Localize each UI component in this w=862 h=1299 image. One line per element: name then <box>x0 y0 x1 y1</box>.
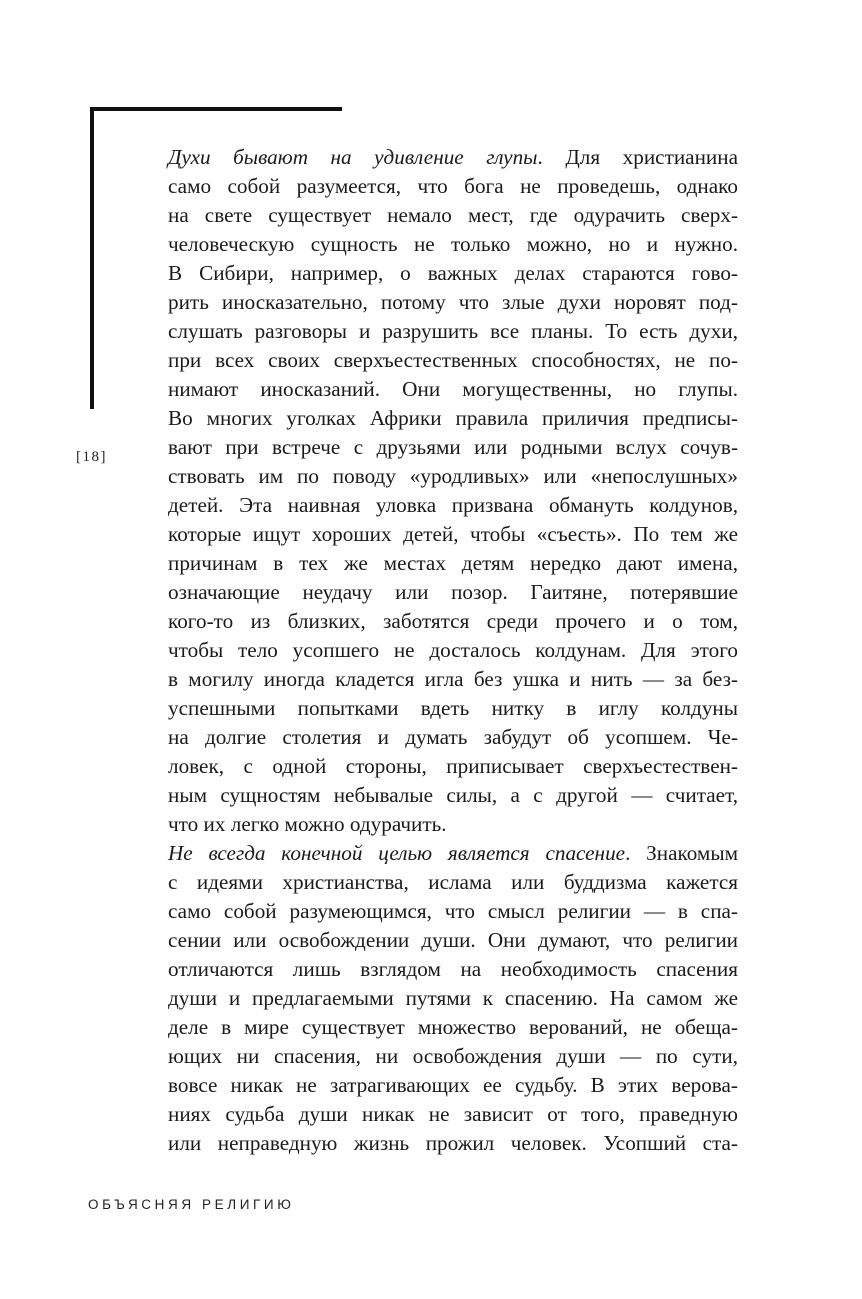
line-text: в могилу иногда кладется игла без ушка и нить — за без- <box>168 667 738 691</box>
italic-lead-phrase: Не всегда конечной целью является спасение <box>168 841 626 865</box>
line-text: деле в мире существует множество верований, не обеща- <box>168 1015 738 1039</box>
line-text: которые ищут хороших детей, чтобы «съесть». По тем же <box>168 522 738 546</box>
text-line <box>168 375 738 404</box>
text-line <box>168 926 738 955</box>
text-line <box>168 491 738 520</box>
line-text: вают при встрече с друзьями или родными вслух сочув- <box>168 435 738 459</box>
text-line <box>168 723 738 752</box>
text-line <box>168 259 738 288</box>
text-line <box>168 346 738 375</box>
line-text: при всех своих сверхъестественных способностях, не по- <box>168 348 738 372</box>
text-line <box>168 230 738 259</box>
line-text: вовсе никак не затрагивающих ее судьбу. В этих верова- <box>168 1073 738 1097</box>
line-text: ловек, с одной стороны, приписывает сверхъестествен- <box>168 754 738 778</box>
line-text: детей. Эта наивная уловка призвана обмануть колдунов, <box>168 493 738 517</box>
line-text: причинам в тех же местах детям нередко дают имена, <box>168 551 738 575</box>
line-text: на свете существует немало мест, где одурачить сверх- <box>168 203 738 227</box>
running-footer: ОБЪЯСНЯЯ РЕЛИГИЮ <box>88 1197 295 1212</box>
line-text: В Сибири, например, о важных делах стараются гово- <box>168 261 738 285</box>
text-line <box>168 143 738 172</box>
line-text: рить иносказательно, потому что злые духи норовят под- <box>168 290 738 314</box>
text-line <box>168 1129 738 1158</box>
text-line <box>168 288 738 317</box>
text-line <box>168 868 738 897</box>
line-text: успешными попытками вдеть нитку в иглу колдуны <box>168 696 738 720</box>
text-line <box>168 636 738 665</box>
text-line <box>168 694 738 723</box>
line-text: с идеями христианства, ислама или буддизма кажется <box>168 870 738 894</box>
text-line <box>168 607 738 636</box>
line-text: само собой разумеется, что бога не проведешь, однако <box>168 174 738 198</box>
line-text: нимают иносказаний. Они могущественны, но глупы. <box>168 377 738 401</box>
text-line <box>168 1100 738 1129</box>
text-line <box>168 984 738 1013</box>
text-line <box>168 317 738 346</box>
line-text: или неправедную жизнь прожил человек. Усопший ста- <box>168 1131 738 1155</box>
line-text: . Знакомым <box>625 841 738 865</box>
line-text: кого-то из близких, заботятся среди прочего и о том, <box>168 609 738 633</box>
line-text: ниях судьба души никак не зависит от того, праведную <box>168 1102 738 1126</box>
text-line <box>168 520 738 549</box>
line-text: ющих ни спасения, ни освобождения души — по сути, <box>168 1044 738 1068</box>
text-line <box>168 462 738 491</box>
text-line <box>168 781 738 810</box>
line-text: на долгие столетия и думать забудут об усопшем. Че- <box>168 725 738 749</box>
line-text: Во многих уголках Африки правила приличия предписы- <box>168 406 738 430</box>
line-text: человеческую сущность не только можно, но и нужно. <box>168 232 738 256</box>
text-line <box>168 810 738 839</box>
text-line <box>168 578 738 607</box>
line-text: души и предлагаемыми путями к спасению. На самом же <box>168 986 738 1010</box>
text-line <box>168 752 738 781</box>
text-line <box>168 665 738 694</box>
line-text: означающие неудачу или позор. Гаитяне, потерявшие <box>168 580 738 604</box>
text-line <box>168 839 738 868</box>
corner-bracket-left-rule <box>90 107 94 409</box>
text-line <box>168 433 738 462</box>
body-text <box>168 143 738 1158</box>
line-text: чтобы тело усопшего не досталось колдунам. Для этого <box>168 638 738 662</box>
italic-lead-phrase: Духи бывают на удивление глупы <box>168 145 538 169</box>
line-text: само собой разумеющимся, что смысл религии — в спа- <box>168 899 738 923</box>
line-text: ным сущностям небывалые силы, а с другой — считает, <box>168 783 738 807</box>
text-line <box>168 955 738 984</box>
text-line <box>168 897 738 926</box>
text-line <box>168 549 738 578</box>
text-line <box>168 201 738 230</box>
corner-bracket-top-rule <box>90 107 342 111</box>
line-text: отличаются лишь взглядом на необходимость спасения <box>168 957 738 981</box>
line-text: что их легко можно одурачить. <box>168 812 447 836</box>
text-line <box>168 1042 738 1071</box>
line-text: . Для христианина <box>537 145 739 169</box>
line-text: ствовать им по поводу «уродливых» или «непослушных» <box>168 464 738 488</box>
line-text: сении или освобождении души. Они думают, что религии <box>168 928 738 952</box>
text-line <box>168 1071 738 1100</box>
line-text: слушать разговоры и разрушить все планы. То есть духи, <box>168 319 738 343</box>
text-line <box>168 1013 738 1042</box>
page-number: [18] <box>76 449 107 465</box>
text-line <box>168 404 738 433</box>
text-line <box>168 172 738 201</box>
